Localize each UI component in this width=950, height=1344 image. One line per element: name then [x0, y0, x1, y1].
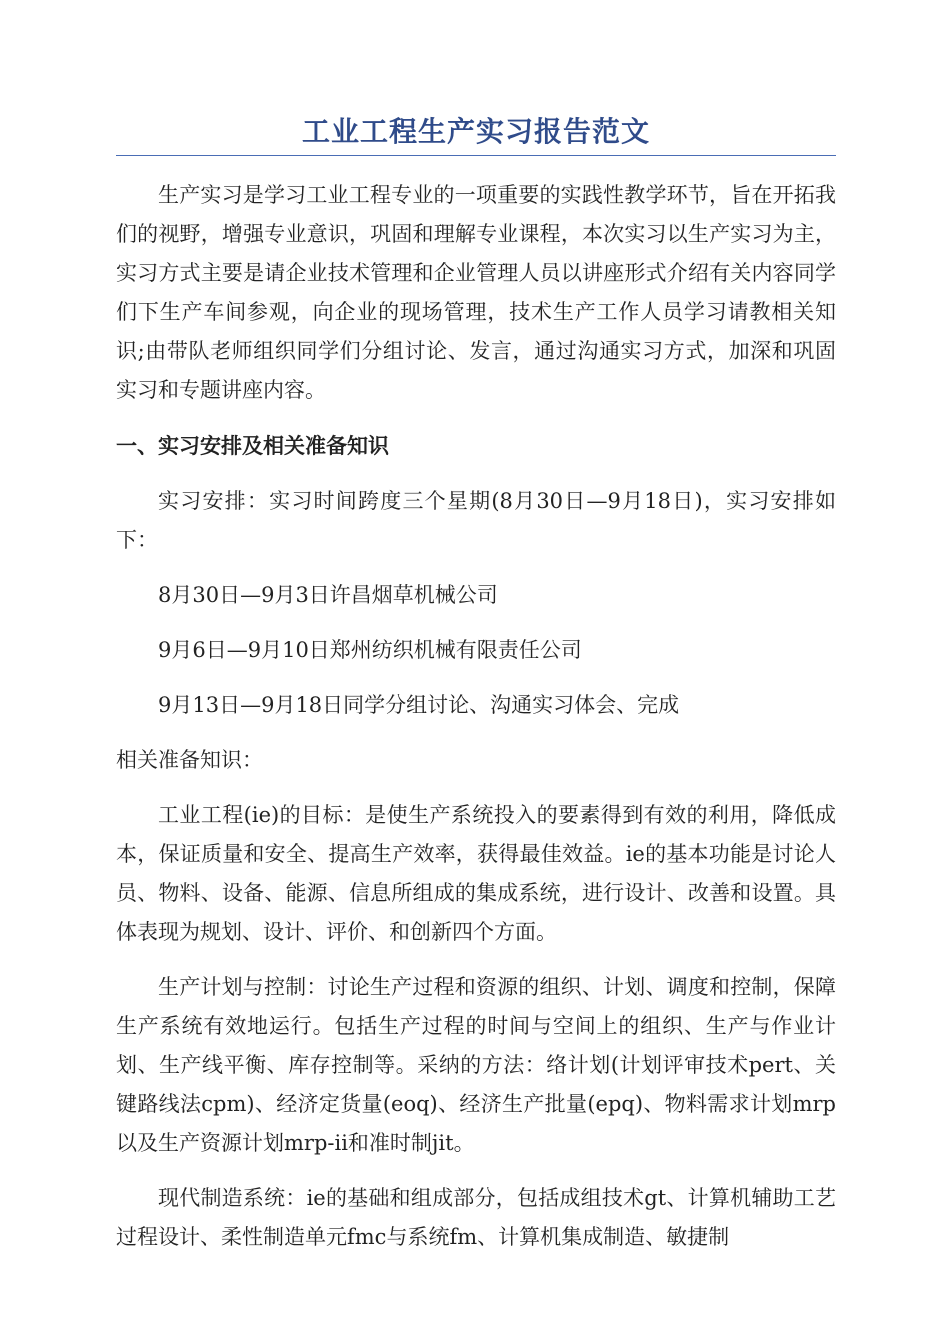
intro-paragraph: 生产实习是学习工业工程专业的一项重要的实践性教学环节，旨在开拓我们的视野，增强专业意识，巩固和理解专业课程，本次实习以生产实习为主，实习方式主要是请企业技术管理和企业管理人员以讲座形式介绍有关内容同学们下生产车间参观，向企业的现场管理，技术生产工作人员学习请教相关知识;由带队老师组织同学们分组讨论、发言，通过沟通实习方式，加深和巩固实习和专题讲座内容。 — [116, 183, 836, 402]
production-control-paragraph: 生产计划与控制：讨论生产过程和资源的组织、计划、调度和控制，保障生产系统有效地运行。包括生产过程的时间与空间上的组织、生产与作业计划、生产线平衡、库存控制等。采纳的方法：络计划(计划评审技术pert、关键路线法cpm)、经济定货量(eoq)、经济生产批量(epq)、物料需求计划mrp以及生产资源计划mrp-ii和准时制jit。 — [116, 975, 836, 1155]
schedule-item: 9月6日—9月10日郑州纺织机械有限责任公司 — [158, 638, 582, 662]
ie-goal-paragraph: 工业工程(ie)的目标：是使生产系统投入的要素得到有效的利用，降低成本，保证质量和安全、提高生产效率，获得最佳效益。ie的基本功能是讨论人员、物料、设备、能源、信息所组成的集成系统，进行设计、改善和设置。具体表现为规划、设计、评价、和创新四个方面。 — [116, 803, 836, 944]
modern-manufacturing-paragraph: 现代制造系统：ie的基础和组成部分，包括成组技术gt、计算机辅助工艺过程设计、柔性制造单元fmc与系统fm、计算机集成制造、敏捷制 — [116, 1186, 836, 1249]
schedule-item: 9月13日—9月18日同学分组讨论、沟通实习体会、完成 — [158, 693, 680, 717]
document-title: 工业工程生产实习报告范文 — [116, 112, 836, 156]
schedule-intro-paragraph: 实习安排：实习时间跨度三个星期(8月30日—9月18日)，实习安排如下： — [116, 489, 836, 552]
schedule-item: 8月30日—9月3日许昌烟草机械公司 — [158, 583, 498, 607]
section-heading: 一、实习安排及相关准备知识 — [116, 434, 389, 458]
document-page — [116, 112, 836, 1257]
prep-label: 相关准备知识： — [116, 748, 263, 772]
